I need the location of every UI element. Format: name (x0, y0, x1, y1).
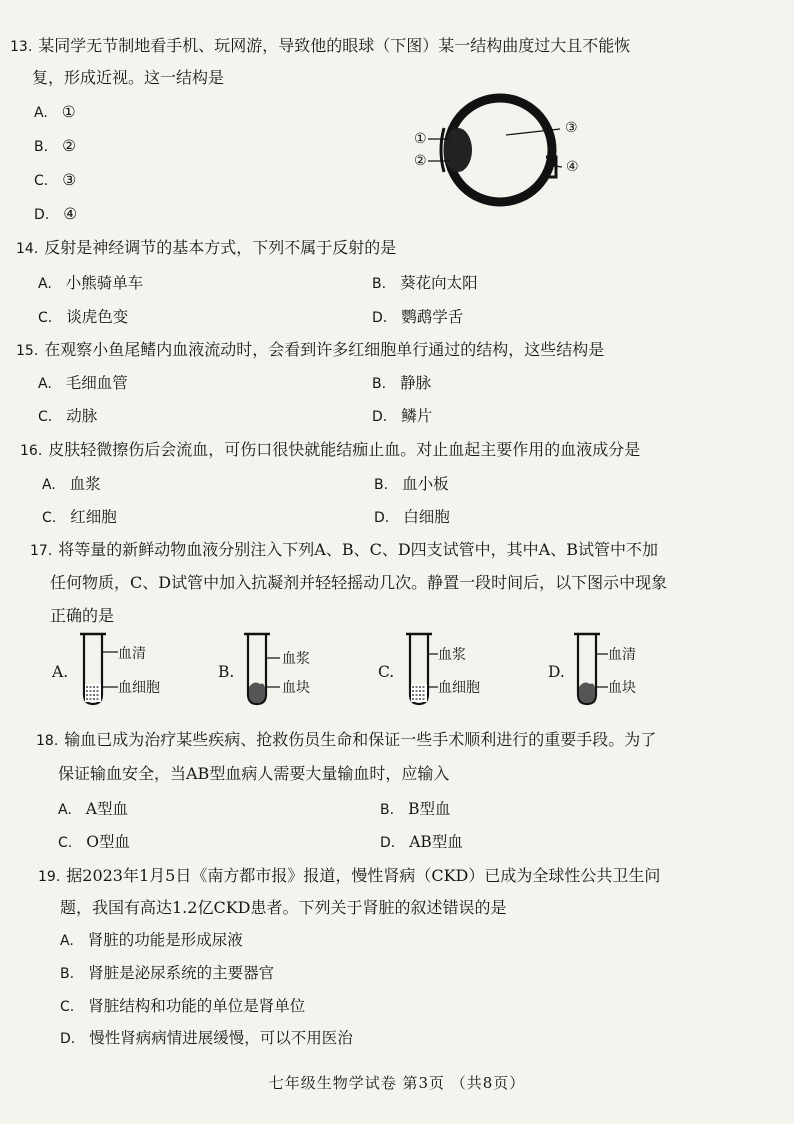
tube-d-diagram (572, 632, 612, 708)
q19-option-a: A. 肾脏的功能是形成尿液 (60, 931, 243, 949)
tube-b-label: B. (218, 663, 235, 681)
tube-a-diagram (78, 632, 118, 708)
tube-c-top-label: 血浆 (438, 647, 466, 663)
q14-option-d: D. 鹦鹉学舌 (372, 308, 464, 326)
tube-c-bottom-label: 血细胞 (438, 680, 480, 696)
q18-number: 18. (36, 733, 59, 749)
page-footer: 七年级生物学试卷 第3页 （共8页） (268, 1074, 526, 1092)
eye-lens (444, 128, 472, 172)
q15-option-b: B. 静脉 (372, 374, 432, 392)
tube-a-top-label: 血清 (118, 646, 146, 662)
tube-d-top-label: 血清 (608, 647, 636, 663)
q19-option-d: D. 慢性肾病病情进展缓慢，可以不用医治 (60, 1029, 353, 1047)
q18-option-a: A. A型血 (58, 800, 128, 818)
q19-option-c: C. 肾脏结构和功能的单位是肾单位 (60, 997, 306, 1015)
q16-option-d: D. 白细胞 (374, 508, 450, 526)
q16-number: 16. (20, 443, 43, 459)
eye-label-1: ① (414, 131, 427, 147)
eye-label-2: ② (414, 153, 427, 169)
q18-line1: 18. 输血已成为治疗某些疾病、抢救伤员生命和保证一些手术顺利进行的重要手段。为了 (36, 730, 657, 749)
q17-line2: 任何物质，C、D试管中加入抗凝剂并轻轻摇动几次。静置一段时间后，以下图示中现象 (50, 573, 668, 592)
q17-number: 17. (30, 543, 53, 559)
q14-number: 14. (16, 241, 39, 257)
q19-line2: 题，我国有高达1.2亿CKD患者。下列关于肾脏的叙述错误的是 (60, 898, 507, 917)
tube-c-label: C. (378, 663, 395, 681)
q13-option-a: A. ① (34, 103, 76, 121)
q14-line1: 14. 反射是神经调节的基本方式，下列不属于反射的是 (16, 238, 397, 257)
eye-label-4: ④ (566, 159, 579, 175)
q13-number: 13. (10, 39, 33, 55)
q15-line1: 15. 在观察小鱼尾鳍内血液流动时，会看到许多红细胞单行通过的结构，这些结构是 (16, 340, 605, 359)
tube-b-top-label: 血浆 (282, 651, 310, 667)
q18-option-d: D. AB型血 (380, 833, 463, 851)
tube-b-diagram (242, 632, 282, 708)
q19-line1: 19. 据2023年1月5日《南方都市报》报道，慢性肾病（CKD）已成为全球性公共卫生问 (38, 866, 661, 885)
q18-option-c: C. O型血 (58, 833, 130, 851)
q15-option-a: A. 毛细血管 (38, 374, 128, 392)
q14-option-a: A. 小熊骑单车 (38, 274, 144, 292)
q16-option-a: A. 血浆 (42, 475, 101, 493)
q13-text-1: 某同学无节制地看手机、玩网游，导致他的眼球（下图）某一结构曲度过大且不能恢 (38, 36, 631, 55)
tube-a-bottom-label: 血细胞 (118, 680, 160, 696)
eye-label-3: ③ (565, 120, 578, 136)
q17-line1: 17. 将等量的新鲜动物血液分别注入下列A、B、C、D四支试管中，其中A、B试管中不加 (30, 540, 658, 559)
tube-d-bottom-label: 血块 (608, 680, 636, 696)
q13-line2: 复，形成近视。这一结构是 (32, 68, 225, 87)
q14-option-b: B. 葵花向太阳 (372, 274, 478, 292)
tube-d-label: D. (548, 663, 565, 681)
q18-line2: 保证输血安全，当AB型血病人需要大量输血时，应输入 (58, 764, 450, 783)
eyeball-diagram (400, 95, 600, 205)
q15-number: 15. (16, 343, 39, 359)
q16-option-c: C. 红细胞 (42, 508, 117, 526)
q15-option-c: C. 动脉 (38, 407, 98, 425)
q13-option-b: B. ② (34, 137, 76, 155)
q13-line1 (10, 36, 630, 57)
tube-a-label: A. (52, 663, 69, 681)
q16-line1: 16. 皮肤轻微擦伤后会流血，可伤口很快就能结痂止血。对止血起主要作用的血液成分是 (20, 440, 641, 459)
q17-line3: 正确的是 (50, 606, 115, 625)
q13-option-d: D. ④ (34, 205, 78, 223)
q15-option-d: D. 鳞片 (372, 407, 433, 425)
tube-b-bottom-label: 血块 (282, 680, 310, 696)
q13-option-c: C. ③ (34, 171, 77, 189)
q19-option-b: B. 肾脏是泌尿系统的主要器官 (60, 964, 275, 982)
q14-option-c: C. 谈虎色变 (38, 308, 129, 326)
tube-c-diagram (404, 632, 444, 708)
q19-number: 19. (38, 869, 61, 885)
q16-option-b: B. 血小板 (374, 475, 449, 493)
q18-option-b: B. B型血 (380, 800, 451, 818)
